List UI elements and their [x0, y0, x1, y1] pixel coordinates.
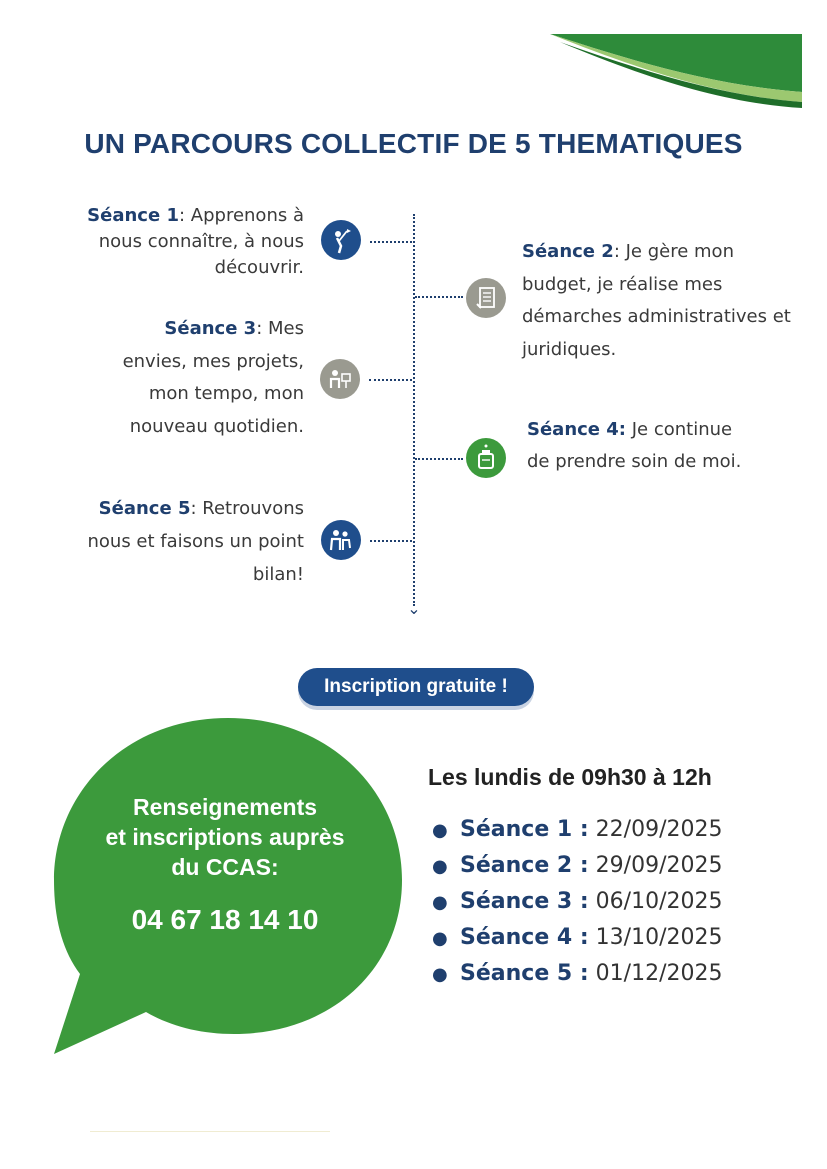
contact-phone-number: 04 67 18 14 10 — [131, 904, 319, 935]
session-5-description: Retrouvons nous et faisons un point bilan! — [87, 498, 304, 585]
date-item-3 — [432, 884, 812, 920]
schedule-title: Les lundis de 09h30 à 12h — [428, 764, 712, 790]
timeline-line — [413, 214, 415, 606]
session-1-text — [62, 203, 304, 281]
session-2-text — [522, 236, 802, 366]
decorative-swoosh — [540, 30, 827, 120]
session-3-text — [100, 313, 304, 443]
date-item-2 — [432, 848, 812, 884]
date-label: Séance 4 : — [460, 925, 589, 950]
connector-3 — [369, 379, 412, 381]
contact-speech-bubble — [50, 712, 410, 1062]
session-2-description: Je gère mon budget, je réalise mes démarches administratives et juridiques. — [522, 241, 791, 360]
date-item-4 — [432, 920, 812, 956]
session-dates-list — [432, 812, 812, 992]
session-1-description: Apprenons à nous connaître, à nous découvrir. — [98, 205, 304, 278]
session-3-label: Séance 3 — [164, 318, 257, 339]
date-item-1 — [432, 812, 812, 848]
connector-5 — [370, 540, 412, 542]
bullet-icon: ● — [432, 928, 448, 949]
self-care-icon — [466, 438, 506, 478]
people-review-icon — [321, 520, 361, 560]
session-3-description: Mes envies, mes projets, mon tempo, mon nouveau quotidien. — [122, 318, 304, 437]
person-easel-icon — [320, 359, 360, 399]
date-label: Séance 1 : — [460, 817, 589, 842]
session-4-description: Je continue de prendre soin de moi. — [527, 419, 742, 472]
date-label: Séance 5 : — [460, 961, 589, 986]
footer-divider — [90, 1131, 330, 1132]
timeline-arrow-down-icon: ⌄ — [407, 599, 421, 618]
free-registration-badge: Inscription gratuite ! — [298, 668, 534, 706]
connector-2 — [415, 296, 463, 298]
session-5-label: Séance 5 — [98, 498, 191, 519]
date-value: 01/12/2025 — [588, 961, 723, 986]
date-value: 29/09/2025 — [588, 853, 723, 878]
person-flag-icon — [321, 220, 361, 260]
session-3-sep: : — [256, 318, 263, 339]
session-2-sep: : — [613, 241, 620, 262]
connector-1 — [370, 241, 412, 243]
session-5-sep: : — [190, 498, 197, 519]
date-value: 06/10/2025 — [588, 889, 723, 914]
document-list-icon — [466, 278, 506, 318]
contact-line-3: du CCAS: — [171, 854, 279, 880]
date-item-5 — [432, 956, 812, 992]
bullet-icon: ● — [432, 892, 448, 913]
session-1-sep: : — [178, 205, 186, 226]
date-label: Séance 3 : — [460, 889, 589, 914]
contact-info — [70, 792, 380, 882]
session-4-text — [527, 414, 747, 478]
session-4-label: Séance 4: — [527, 419, 626, 440]
session-1-label: Séance 1 — [87, 205, 179, 226]
session-5-text — [70, 492, 304, 591]
contact-line-2: et inscriptions auprès — [105, 824, 345, 850]
connector-4 — [415, 458, 463, 460]
bullet-icon: ● — [432, 964, 448, 985]
page-title: UN PARCOURS COLLECTIF DE 5 THEMATIQUES — [84, 128, 743, 159]
date-value: 13/10/2025 — [588, 925, 723, 950]
bullet-icon: ● — [432, 856, 448, 877]
date-value: 22/09/2025 — [588, 817, 723, 842]
bullet-icon: ● — [432, 820, 448, 841]
contact-line-1: Renseignements — [132, 794, 318, 820]
date-label: Séance 2 : — [460, 853, 589, 878]
session-2-label: Séance 2 — [522, 241, 614, 262]
